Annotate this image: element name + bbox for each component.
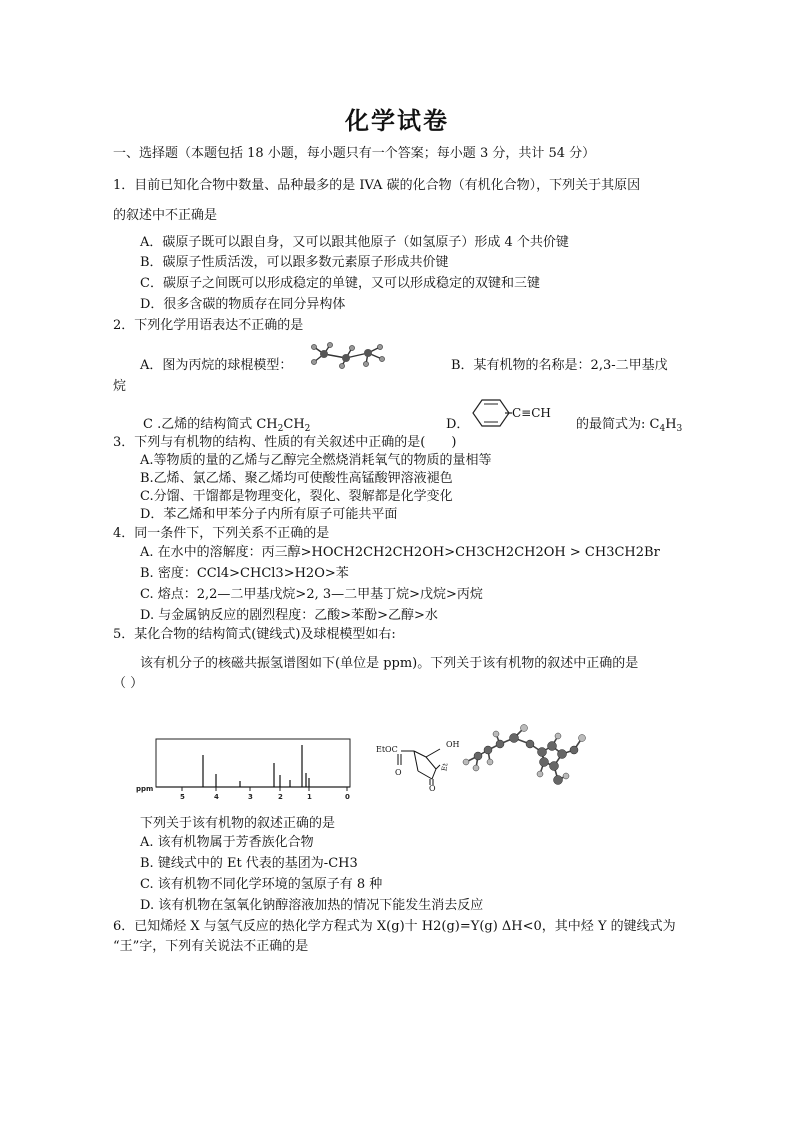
q1-stem-cont: 的叙述中不正确是 bbox=[113, 208, 218, 223]
q4-option-c: C. 熔点：2,2—二甲基戊烷>2, 3—二甲基丁烷>戊烷>丙烷 bbox=[140, 587, 483, 602]
q1-option-d: D．很多含碳的物质存在同分异构体 bbox=[140, 297, 346, 312]
q3-stem: 3．下列与有机物的结构、性质的有关叙述中正确的是( ) bbox=[113, 435, 457, 450]
nmr-tick-0: 0 bbox=[345, 793, 350, 801]
q1-option-a: A．碳原子既可以跟自身，又可以跟其他原子（如氢原子）形成 4 个共价键 bbox=[140, 235, 569, 250]
q2-option-d-alkyne: C≡CH bbox=[512, 406, 551, 420]
carbonyl-o-label: O bbox=[395, 768, 402, 777]
q6-stem: 6．已知烯烃 X 与氢气反应的热化学方程式为 X(g)十 H2(g)=Y(g) ΔH<0，其中烃 Y 的键线式为 bbox=[113, 919, 676, 934]
et-label: Et bbox=[440, 762, 450, 772]
q5-sub-stem: 下列关于该有机物的叙述正确的是 bbox=[140, 816, 336, 831]
nmr-tick-5: 5 bbox=[180, 793, 185, 801]
q5-stem: 5．某化合物的结构简式(键线式)及球棍模型如右: bbox=[113, 627, 396, 642]
ketone-o-label: O bbox=[429, 784, 436, 793]
q1-stem: 1．目前已知化合物中数量、品种最多的是 IVA 碳的化合物（有机化合物），下列关于其原因 bbox=[113, 178, 641, 193]
page-title: 化学试卷 bbox=[345, 106, 449, 135]
nmr-tick-4: 4 bbox=[214, 793, 219, 801]
etoc-label: EtOC bbox=[376, 745, 398, 754]
q4-option-b: B. 密度：CCl4>CHCl3>H2O>苯 bbox=[140, 566, 349, 581]
q5-option-c: C. 该有机物不同化学环境的氢原子有 8 种 bbox=[140, 877, 383, 892]
q6-stem-cont: “王”字，下列有关说法不正确的是 bbox=[113, 939, 309, 954]
q3-option-c: C.分馏、干馏都是物理变化，裂化、裂解都是化学变化 bbox=[140, 489, 453, 504]
q2-option-a: A．图为丙烷的球棍模型： bbox=[140, 358, 293, 373]
q2-option-b-cont: 烷 bbox=[113, 379, 127, 394]
q5-option-b: B. 键线式中的 Et 代表的基团为-CH3 bbox=[140, 856, 358, 871]
q3-option-d: D．苯乙烯和甲苯分子内所有原子可能共平面 bbox=[140, 507, 398, 522]
q3-option-b: B.乙烯、氯乙烯、聚乙烯均可使酸性高锰酸钾溶液褪色 bbox=[140, 471, 453, 486]
q2-option-b: B．某有机物的名称是：2,3-二甲基戊 bbox=[451, 358, 668, 373]
q4-option-a: A. 在水中的溶解度：丙三醇>HOCH2CH2CH2OH>CH3CH2CH2OH > CH3CH2Br bbox=[140, 545, 660, 560]
section-heading: 一、选择题（本题包括 18 小题，每小题只有一个答案；每小题 3 分，共计 54 分） bbox=[113, 146, 596, 161]
nmr-tick-3: 3 bbox=[248, 793, 253, 801]
nmr-spectrum bbox=[132, 735, 360, 801]
nmr-tick-2: 2 bbox=[278, 793, 283, 801]
q1-option-c: C．碳原子之间既可以形成稳定的单键，又可以形成稳定的双键和三键 bbox=[140, 276, 540, 291]
q4-option-d: D. 与金属钠反应的剧烈程度：乙酸>苯酚>乙醇>水 bbox=[140, 608, 438, 623]
q4-stem: 4．同一条件下，下列关系不正确的是 bbox=[113, 526, 330, 541]
q1-option-b: B．碳原子性质活泼，可以跟多数元素原子形成共价键 bbox=[140, 255, 449, 270]
q3-option-a: A.等物质的量的乙烯与乙醇完全燃烧消耗氧气的物质的量相等 bbox=[140, 453, 492, 468]
propane-ball-stick-model bbox=[308, 342, 390, 368]
q5-nmr-intro: 该有机分子的核磁共振氢谱图如下(单位是 ppm)。下列关于该有机物的叙述中正确的是 bbox=[140, 656, 639, 671]
q2-option-d-label: D． bbox=[446, 417, 470, 432]
q2-stem: 2．下列化学用语表达不正确的是 bbox=[113, 318, 304, 333]
nmr-ppm-label: ppm bbox=[136, 785, 154, 793]
q2-option-d-text: 的最简式为: $C_4H_3$ bbox=[576, 417, 683, 434]
ball-stick-model bbox=[458, 722, 588, 800]
oh-label: OH bbox=[446, 740, 460, 749]
q5-option-a: A. 该有机物属于芳香族化合物 bbox=[140, 835, 314, 850]
q2-option-c: C .乙烯的结构简式 $CH_2CH_2$ bbox=[143, 417, 311, 434]
q5-nmr-intro-cont: （ ） bbox=[113, 676, 144, 691]
q5-option-d: D. 该有机物在氢氧化钠醇溶液加热的情况下能发生消去反应 bbox=[140, 898, 484, 913]
benzene-ring-structure bbox=[472, 398, 512, 428]
nmr-tick-1: 1 bbox=[307, 793, 312, 801]
